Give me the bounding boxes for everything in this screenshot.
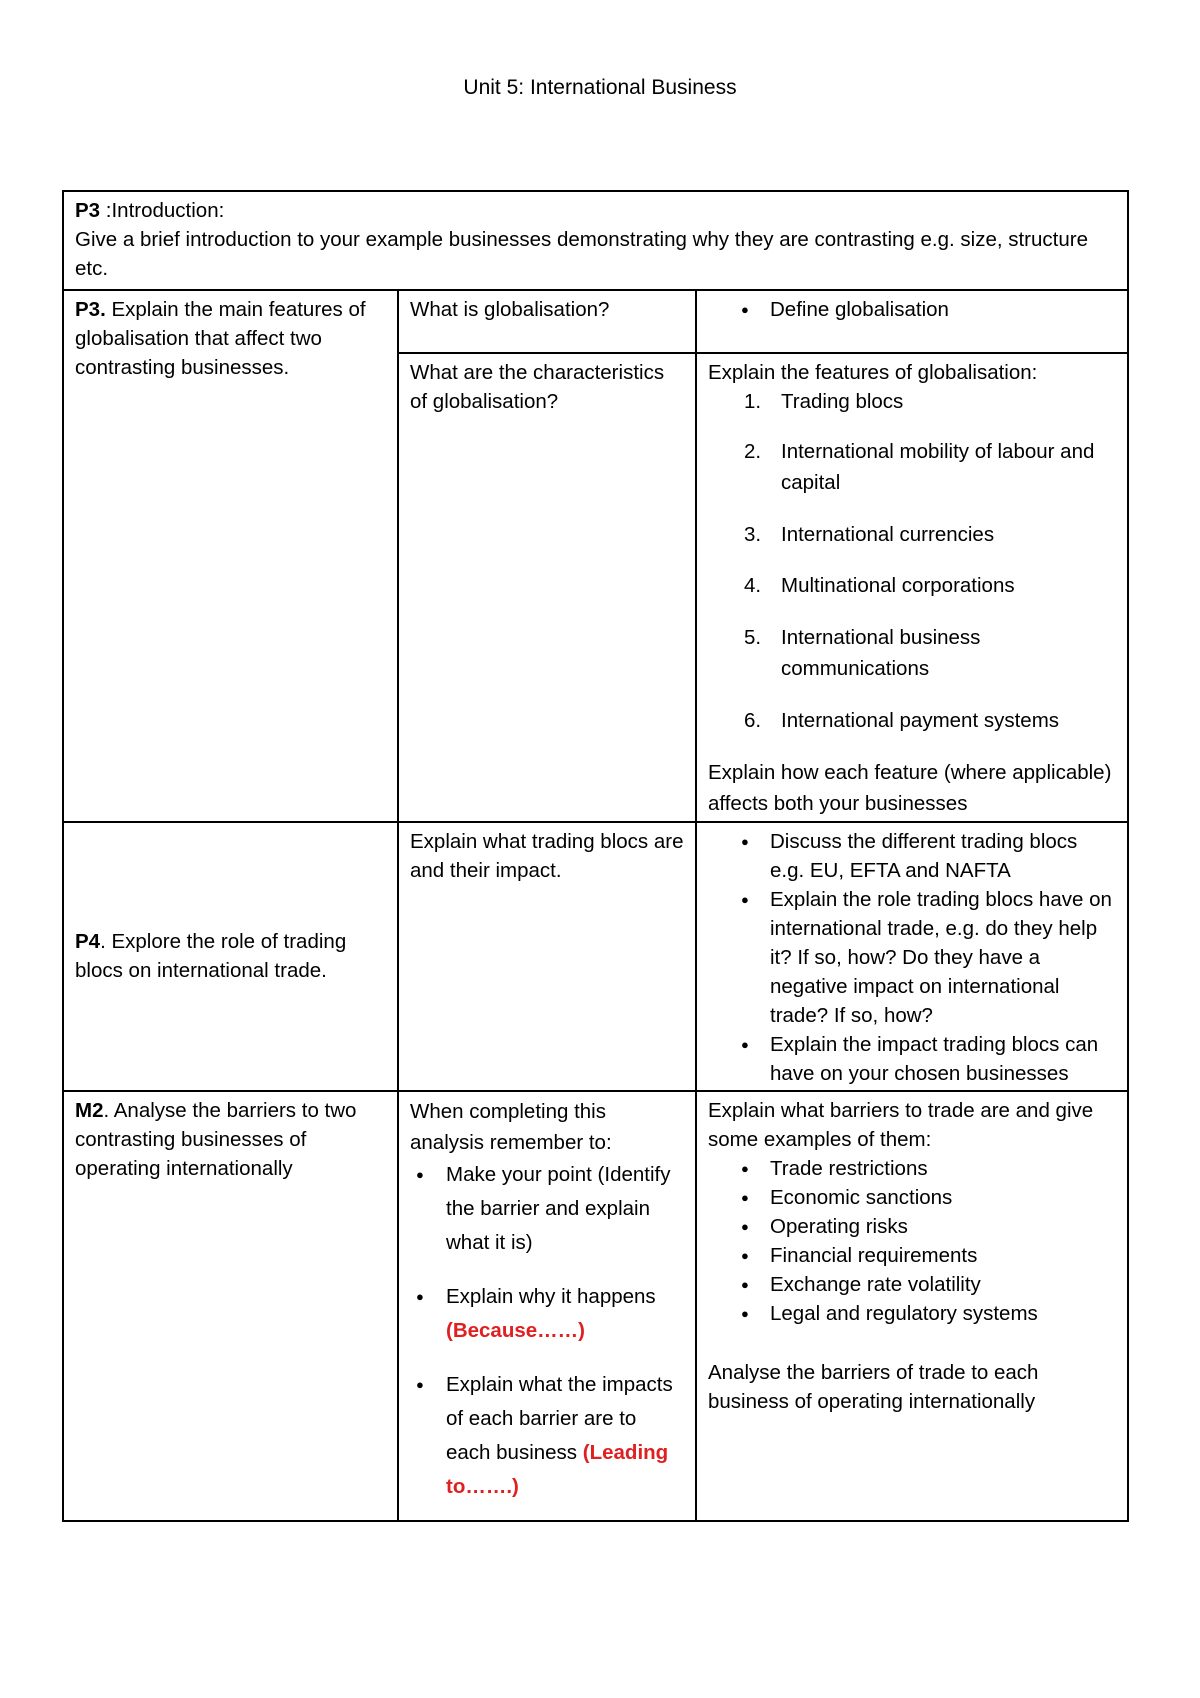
- list-item: ● Exchange rate volatility: [708, 1270, 1116, 1299]
- p4-criterion-text: . Explore the role of trading blocs on international trade.: [75, 929, 347, 982]
- feature-item: 2. International mobility of labour and capital: [744, 440, 1095, 494]
- list-item: ● Trade restrictions: [708, 1154, 1116, 1183]
- p3-question1-cell: [398, 290, 696, 353]
- m2-criterion-cell: [63, 1091, 398, 1521]
- p3-guidance1-cell: [696, 290, 1128, 353]
- p3-criterion-cell: [63, 290, 398, 822]
- p3-question2-cell: [398, 353, 696, 822]
- m2-row: [63, 1091, 1128, 1521]
- m2-reminder-list: [410, 1158, 684, 1504]
- p4-code: P4: [75, 929, 101, 953]
- p3-code: P3.: [75, 298, 106, 321]
- p4-question-cell: [398, 822, 696, 1091]
- list-item: ● Explain why it happens (Because……): [410, 1280, 684, 1348]
- highlight-text: (Because……): [446, 1319, 585, 1342]
- list-item: ● Make your point (Identify the barrier and explain what it is): [410, 1158, 684, 1260]
- m2-criterion-text: . Analyse the barriers to two contrasting businesses of operating internationally: [75, 1099, 357, 1180]
- p3-guidance2-intro: Explain the features of globalisation:: [708, 361, 1038, 384]
- p4-row: [63, 822, 1128, 1091]
- feature-item: 3. International currencies: [744, 523, 995, 546]
- list-item: ● Financial requirements: [708, 1241, 1116, 1270]
- p3-guidance2-outro: Explain how each feature (where applicable) affects both your businesses: [708, 761, 1112, 815]
- intro-heading: :Introduction:: [100, 199, 225, 222]
- p3-question1: What is globalisation?: [410, 298, 610, 321]
- p3-row-definition: [63, 290, 1128, 353]
- list-item: ● Explain the impact trading blocs can have on your chosen businesses: [708, 1030, 1116, 1088]
- page-title: Unit 5: International Business: [463, 76, 737, 99]
- list-item: ● Economic sanctions: [708, 1183, 1116, 1212]
- list-item: ● Explain what the impacts of each barrier are to each business (Leading to…….): [410, 1368, 684, 1504]
- m2-barriers-intro: Explain what barriers to trade are and give some examples of them:: [708, 1099, 1094, 1151]
- feature-item: 4. Multinational corporations: [744, 574, 1015, 597]
- highlight-text: (Leading to…….): [446, 1441, 669, 1498]
- feature-item: 5. International business communications: [744, 626, 981, 680]
- intro-body: Give a brief introduction to your example businesses demonstrating why they are contrasting e.g. size, structure etc.: [75, 228, 1088, 280]
- m2-barriers-cell: [696, 1091, 1128, 1521]
- p4-guidance-cell: [696, 822, 1128, 1091]
- intro-code: P3: [75, 199, 101, 222]
- m2-barriers-list: [708, 1154, 1116, 1328]
- m2-reminder-intro: When completing this analysis remember to:: [410, 1100, 612, 1154]
- m2-barriers-outro: Analyse the barriers of trade to each business of operating internationally: [708, 1361, 1039, 1413]
- m2-reminder-cell: [398, 1091, 696, 1521]
- p3-criterion-text: Explain the main features of globalisation that affect two contrasting businesses.: [75, 298, 366, 379]
- features-list: [708, 387, 1116, 735]
- list-item: ● Operating risks: [708, 1212, 1116, 1241]
- feature-item: 6. International payment systems: [744, 709, 1060, 732]
- p4-criterion-cell: [63, 822, 398, 1091]
- m2-code: M2: [75, 1099, 104, 1122]
- list-item: ● Define globalisation: [708, 295, 1116, 324]
- list-item: ● Legal and regulatory systems: [708, 1299, 1116, 1328]
- intro-cell: [63, 191, 1128, 290]
- feature-item: 1. Trading blocs: [744, 390, 904, 413]
- intro-row: [63, 191, 1128, 290]
- p3-guidance2-cell: [696, 353, 1128, 822]
- p3-question2: What are the characteristics of globalisation?: [410, 361, 665, 413]
- list-item: ● Explain the role trading blocs have on international trade, e.g. do they help it? If so, how? Do they have a negative impact on international trade? If so, how?: [708, 885, 1116, 1030]
- p4-guidance-list: [708, 827, 1116, 1088]
- assignment-table: [62, 190, 1129, 1522]
- p4-question: Explain what trading blocs are and their impact.: [410, 830, 684, 882]
- list-item: ● Discuss the different trading blocs e.g. EU, EFTA and NAFTA: [708, 827, 1116, 885]
